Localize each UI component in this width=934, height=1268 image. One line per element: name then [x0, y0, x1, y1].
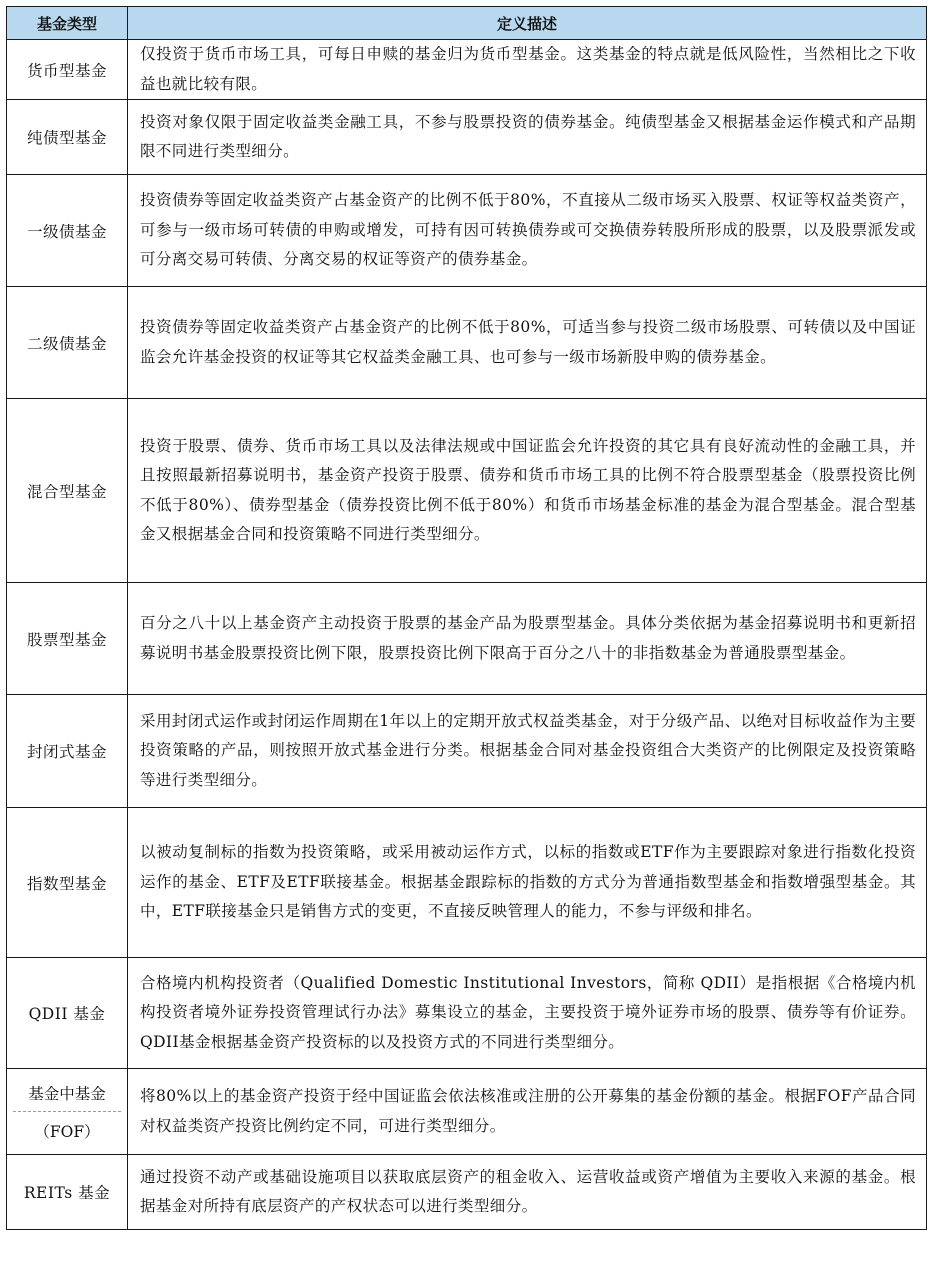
table-row: [7, 1155, 927, 1230]
fund-type-abbr: （FOF）: [34, 1122, 100, 1141]
fund-type-cell: 二级债基金: [7, 287, 128, 399]
fund-type-cell: 股票型基金: [7, 583, 128, 695]
definition-cell: 采用封闭式运作或封闭运作周期在1年以上的定期开放式权益类基金，对于分级产品、以绝对目标收益作为主要投资策略的产品，则按照开放式基金进行分类。根据基金合同对基金投资组合大类资产的比例限定及投资策略等进行类型细分。: [128, 695, 927, 808]
table-row: [7, 287, 927, 399]
definition-cell: 投资债券等固定收益类资产占基金资产的比例不低于80%，不直接从二级市场买入股票、权证等权益类资产，可参与一级市场可转债的申购或增发，可持有因可转换债券或可交换债券转股所形成的股票，以及股票派发或可分离交易可转债、分离交易的权证等资产的债券基金。: [128, 175, 927, 287]
definition-cell: 合格境内机构投资者（Qualified Domestic Institutional Investors，简称 QDII）是指根据《合格境内机构投资者境外证券投资管理试行办法》募集设立的基金，主要投资于境外证券市场的股票、债券等有价证券。QDII基金根据基金资产投资标的以及投资方式的不同进行类型细分。: [128, 958, 927, 1069]
fund-type-cell: 纯债型基金: [7, 100, 128, 175]
fund-type-cell: 混合型基金: [7, 399, 128, 583]
definition-cell: 以被动复制标的指数为投资策略，或采用被动运作方式，以标的指数或ETF作为主要跟踪对象进行指数化投资运作的基金、ETF及ETF联接基金。根据基金跟踪标的指数的方式分为普通指数型基金和指数增强型基金。其中，ETF联接基金只是销售方式的变更，不直接反映管理人的能力，不参与评级和排名。: [128, 808, 927, 958]
table-row: [7, 583, 927, 695]
definition-cell: 投资债券等固定收益类资产占基金资产的比例不低于80%，可适当参与投资二级市场股票、可转债以及中国证监会允许基金投资的权证等其它权益类金融工具、也可参与一级市场新股申购的债券基金。: [128, 287, 927, 399]
table-row: [7, 100, 927, 175]
definition-cell: 投资对象仅限于固定收益类金融工具，不参与股票投资的债券基金。纯债型基金又根据基金运作模式和产品期限不同进行类型细分。: [128, 100, 927, 175]
table-header-row: [7, 7, 927, 40]
table-row: [7, 1069, 927, 1155]
table-row: [7, 40, 927, 100]
table-row: [7, 175, 927, 287]
fund-type-cell: REITs 基金: [7, 1155, 128, 1230]
definition-cell: 投资于股票、债券、货币市场工具以及法律法规或中国证监会允许投资的其它具有良好流动性的金融工具，并且按照最新招募说明书，基金资产投资于股票、债券和货币市场工具的比例不符合股票型基金（股票投资比例不低于80%）、债券型基金（债券投资比例不低于80%）和货币市场基金标准的基金为混合型基金。混合型基金又根据基金合同和投资策略不同进行类型细分。: [128, 399, 927, 583]
table-row: [7, 808, 927, 958]
fund-type-cell: [7, 1069, 128, 1155]
fund-type-name: 基金中基金: [13, 1082, 121, 1112]
fund-type-cell: 货币型基金: [7, 40, 128, 100]
definition-cell: 通过投资不动产或基础设施项目以获取底层资产的租金收入、运营收益或资产增值为主要收入来源的基金。根据基金对所持有底层资产的产权状态可以进行类型细分。: [128, 1155, 927, 1230]
table-row: [7, 958, 927, 1069]
fund-type-cell: 封闭式基金: [7, 695, 128, 808]
definition-cell: 将80%以上的基金资产投资于经中国证监会依法核准或注册的公开募集的基金份额的基金。根据FOF产品合同对权益类资产投资比例约定不同，可进行类型细分。: [128, 1069, 927, 1155]
definition-cell: 百分之八十以上基金资产主动投资于股票的基金产品为股票型基金。具体分类依据为基金招募说明书和更新招募说明书基金股票投资比例下限，股票投资比例下限高于百分之八十的非指数基金为普通股票型基金。: [128, 583, 927, 695]
table-row: [7, 399, 927, 583]
fund-type-table: [6, 6, 927, 1230]
header-definition: 定义描述: [128, 7, 927, 40]
fund-type-cell: 指数型基金: [7, 808, 128, 958]
fund-type-cell: QDII 基金: [7, 958, 128, 1069]
fund-type-cell: 一级债基金: [7, 175, 128, 287]
definition-cell: 仅投资于货币市场工具，可每日申赎的基金归为货币型基金。这类基金的特点就是低风险性，当然相比之下收益也就比较有限。: [128, 40, 927, 100]
table-row: [7, 695, 927, 808]
header-fund-type: 基金类型: [7, 7, 128, 40]
